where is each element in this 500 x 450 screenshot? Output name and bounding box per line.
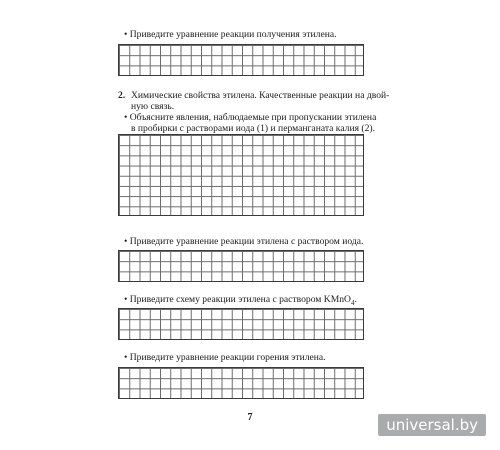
prompt-ethylene-synthesis: • Приведите уравнение реакции получения этилена. (124, 29, 337, 40)
answer-grid-explain[interactable] (118, 134, 364, 216)
prompt-kmno4-subscript: 4 (350, 298, 355, 307)
section-number: 2. (118, 90, 126, 101)
prompt-kmno4-period: . (354, 294, 357, 305)
prompt-iodine-reaction: • Приведите уравнение реакции этилена с раствором иода. (124, 236, 364, 247)
section-heading-line1: Химические свойства этилена. Качественные реакции на двой- (131, 90, 390, 101)
watermark-logo: universal.by (378, 414, 486, 436)
prompt-explain-line2: в пробирки с растворами иода (1) и перманганата калия (2). (131, 123, 375, 134)
prompt-combustion: • Приведите уравнение реакции горения этилена. (124, 352, 326, 363)
prompt-explain-line1: • Объясните явления, наблюдаемые при пропускании этилена (124, 112, 377, 123)
page-number: 7 (247, 412, 253, 423)
prompt-kmno4-text: • Приведите схему реакции этилена с раствором KMnO (124, 294, 351, 305)
answer-grid-synthesis[interactable] (118, 44, 364, 76)
answer-grid-kmno4[interactable] (118, 308, 364, 340)
answer-grid-iodine[interactable] (118, 250, 364, 282)
answer-grid-combustion[interactable] (118, 367, 364, 399)
section-heading-line2: ную связь. (131, 101, 175, 112)
